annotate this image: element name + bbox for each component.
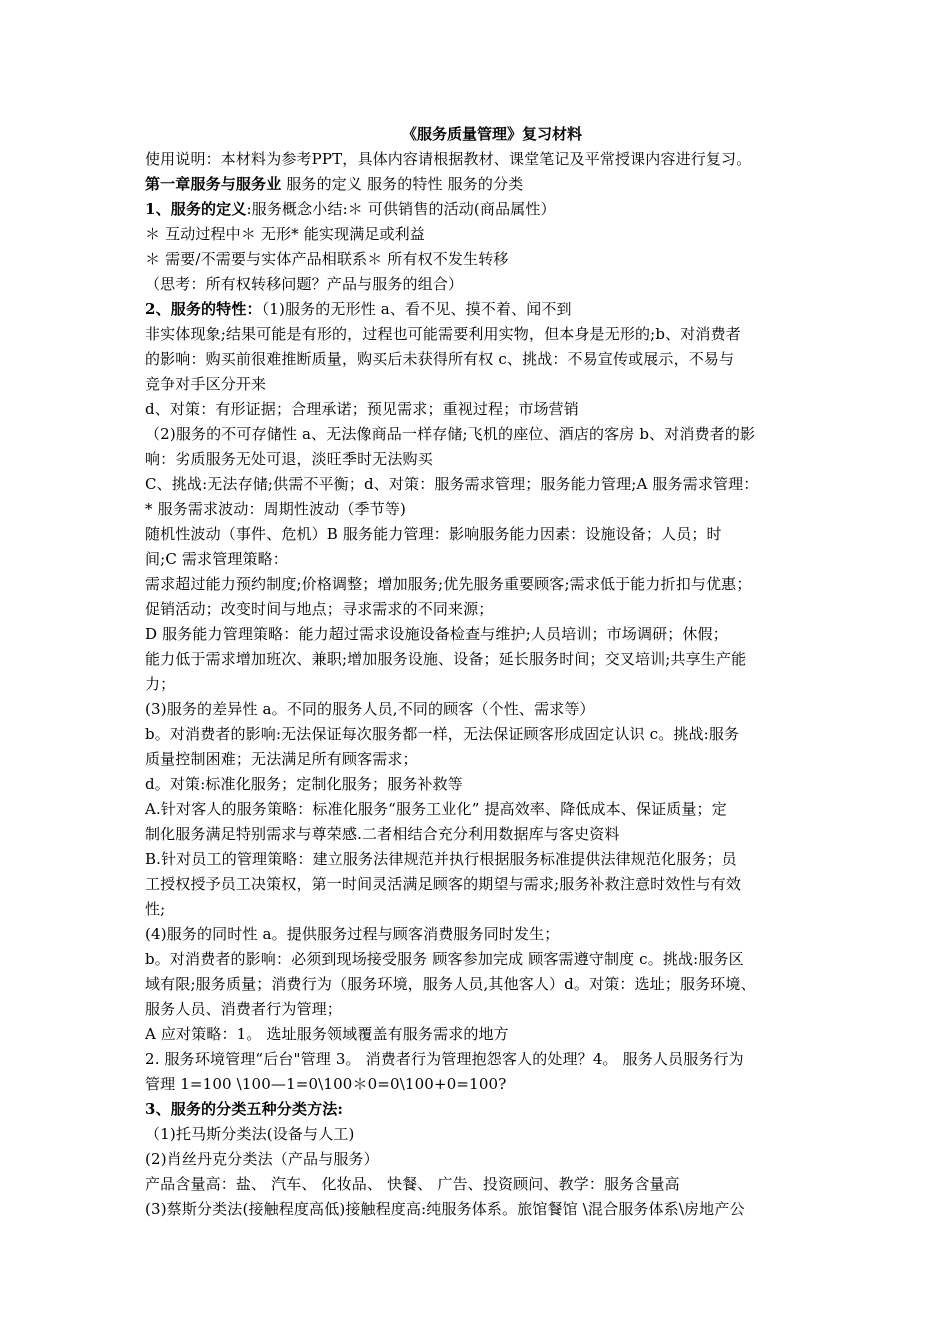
body-text: 工授权授予员工决策权，第一时间灵活满足顾客的期望与需求;服务补救注意时效性与有效 bbox=[145, 875, 742, 893]
body-text: 制化服务满足特别需求与尊荣感.二者相结合充分利用数据库与客史资料 bbox=[145, 825, 620, 843]
body-text: 服务人员、消费者行为管理； bbox=[145, 1000, 342, 1018]
body-text: （1)托马斯分类法(设备与人工) bbox=[145, 1125, 355, 1143]
body-text: （思考：所有权转移问题？产品与服务的组合） bbox=[145, 275, 464, 293]
body-text: D 服务能力管理策略：能力超过需求设施设备检查与维护;人员培训；市场调研；休假； bbox=[145, 625, 728, 643]
body-text: （2)服务的不可存储性 a、无法像商品一样存储;飞机的座位、酒店的客房 b、对消费者的影 bbox=[145, 425, 756, 443]
text-line bbox=[145, 497, 817, 522]
document-title: 《服务质量管理》复习材料 bbox=[401, 125, 582, 143]
text-line bbox=[145, 597, 817, 622]
text-line bbox=[145, 397, 817, 422]
text-line bbox=[145, 1047, 817, 1072]
text-line bbox=[145, 1097, 817, 1122]
text-line bbox=[145, 772, 817, 797]
body-text: ＊ 互动过程中＊ 无形* 能实现满足或利益 bbox=[145, 225, 425, 243]
text-line bbox=[145, 947, 817, 972]
body-text: 随机性波动（事件、危机）B 服务能力管理：影响服务能力因素：设施设备；人员；时 bbox=[145, 525, 722, 543]
document-page bbox=[145, 121, 817, 1222]
text-line bbox=[145, 897, 817, 922]
text-line bbox=[145, 822, 817, 847]
text-line bbox=[145, 847, 817, 872]
text-line bbox=[145, 572, 817, 597]
text-line bbox=[145, 972, 817, 997]
body-text: 能力低于需求增加班次、兼职;增加服务设施、设备；延长服务时间；交叉培训;共享生产能 bbox=[145, 650, 747, 668]
bold-heading-text: 第一章服务与服务业 bbox=[145, 175, 282, 193]
text-line bbox=[145, 1147, 817, 1172]
body-text: d。对策:标准化服务；定制化服务；服务补救等 bbox=[145, 775, 463, 793]
body-text: A.针对客人的服务策略：标准化服务“服务工业化” 提高效率、降低成本、保证质量；定 bbox=[145, 800, 727, 818]
body-text: (2)肖丝丹克分类法（产品与服务） bbox=[145, 1150, 379, 1168]
body-text: 管理 1=100 \100—1=0\100＊0=0\100+0=100? bbox=[145, 1075, 507, 1093]
text-line bbox=[145, 622, 817, 647]
body-text: :服务概念小结:＊ 可供销售的活动(商品属性） bbox=[246, 200, 556, 218]
text-line bbox=[145, 1197, 817, 1222]
body-text: 2. 服务环境管理“后台"管理 3。 消费者行为管理抱怨客人的处理？4。 服务人员服务行为 bbox=[145, 1050, 744, 1068]
text-line bbox=[145, 1122, 817, 1147]
text-line bbox=[145, 172, 817, 197]
text-line bbox=[145, 647, 817, 672]
text-line bbox=[145, 997, 817, 1022]
text-line bbox=[145, 372, 817, 397]
text-line bbox=[145, 272, 817, 297]
text-line bbox=[145, 322, 817, 347]
text-line bbox=[145, 722, 817, 747]
body-text: C、挑战:无法存储;供需不平衡；d、对策：服务需求管理；服务能力管理;A 服务需求管理： bbox=[145, 475, 759, 493]
body-text: 产品含量高：盐、 汽车、 化妆品、 快餐、 广告、投资顾问、教学：服务含量高 bbox=[145, 1175, 680, 1193]
body-text: 域有限;服务质量；消费行为（服务环境，服务人员,其他客人）d。对策：选址；服务环境、 bbox=[145, 975, 756, 993]
document-body bbox=[145, 147, 817, 1222]
text-line bbox=[145, 222, 817, 247]
bold-heading-text: 2、服务的特性： bbox=[145, 300, 262, 318]
text-line bbox=[145, 747, 817, 772]
text-line bbox=[145, 422, 817, 447]
body-text: A 应对策略：1。 选址服务领域覆盖有服务需求的地方 bbox=[145, 1025, 509, 1043]
text-line bbox=[145, 472, 817, 497]
bold-heading-text: 3、服务的分类五种分类方法: bbox=[145, 1100, 344, 1118]
body-text: (3)蔡斯分类法(接触程度高低)接触程度高:纯服务体系。旅馆餐馆 \混合服务体系\房地产公 bbox=[145, 1200, 745, 1218]
text-line bbox=[145, 297, 817, 322]
body-text: 非实体现象;结果可能是有形的，过程也可能需要利用实物，但本身是无形的;b、对消费者 bbox=[145, 325, 741, 343]
bold-heading-text: 1、服务的定义 bbox=[145, 200, 247, 218]
text-line bbox=[145, 797, 817, 822]
body-text: B.针对员工的管理策略：建立服务法律规范并执行根据服务标准提供法律规范化服务；员 bbox=[145, 850, 737, 868]
text-line bbox=[145, 522, 817, 547]
body-text: 力； bbox=[145, 675, 176, 693]
body-text: b。对消费者的影响：必须到现场接受服务 顾客参加完成 顾客需遵守制度 c。挑战:服务区 bbox=[145, 950, 744, 968]
body-text: 的影响：购买前很难推断质量，购买后未获得所有权 c、挑战：不易宣传或展示，不易与 bbox=[145, 350, 735, 368]
text-line bbox=[145, 1072, 817, 1097]
body-text: 需求超过能力预约制度;价格调整；增加服务;优先服务重要顾客;需求低于能力折扣与优惠； bbox=[145, 575, 752, 593]
body-text: 服务的定义 服务的特性 服务的分类 bbox=[281, 175, 524, 193]
text-line bbox=[145, 447, 817, 472]
body-text: （1)服务的无形性 a、看不见、摸不着、闻不到 bbox=[261, 300, 572, 318]
text-line bbox=[145, 697, 817, 722]
body-text: (4)服务的同时性 a。提供服务过程与顾客消费服务同时发生； bbox=[145, 925, 560, 943]
text-line bbox=[145, 1022, 817, 1047]
body-text: ＊ 需要/不需要与实体产品相联系＊ 所有权不发生转移 bbox=[145, 250, 509, 268]
text-line bbox=[145, 1172, 817, 1197]
body-text: 响：劣质服务无处可退，淡旺季时无法购买 bbox=[145, 450, 433, 468]
body-text: 竞争对手区分开来 bbox=[145, 375, 267, 393]
body-text: b。对消费者的影响:无法保证每次服务都一样，无法保证顾客形成固定认识 c。挑战:服务 bbox=[145, 725, 740, 743]
text-line bbox=[145, 347, 817, 372]
text-line bbox=[145, 672, 817, 697]
body-text: (3)服务的差异性 a。不同的服务人员,不同的顾客（个性、需求等） bbox=[145, 700, 595, 718]
body-text: 间;C 需求管理策略： bbox=[145, 550, 288, 568]
body-text: 使用说明：本材料为参考PPT，具体内容请根据教材、课堂笔记及平常授课内容进行复习。 bbox=[145, 150, 752, 168]
body-text: 性; bbox=[145, 900, 166, 918]
body-text: 促销活动；改变时间与地点；寻求需求的不同来源； bbox=[145, 600, 494, 618]
text-line bbox=[145, 922, 817, 947]
text-line bbox=[145, 547, 817, 572]
text-line bbox=[145, 147, 817, 172]
text-line bbox=[145, 872, 817, 897]
text-line bbox=[145, 247, 817, 272]
text-line bbox=[145, 197, 817, 222]
body-text: * 服务需求波动：周期性波动（季节等) bbox=[145, 500, 406, 518]
body-text: 质量控制困难；无法满足所有顾客需求； bbox=[145, 750, 418, 768]
body-text: d、对策：有形证据；合理承诺；预见需求；重视过程；市场营销 bbox=[145, 400, 579, 418]
